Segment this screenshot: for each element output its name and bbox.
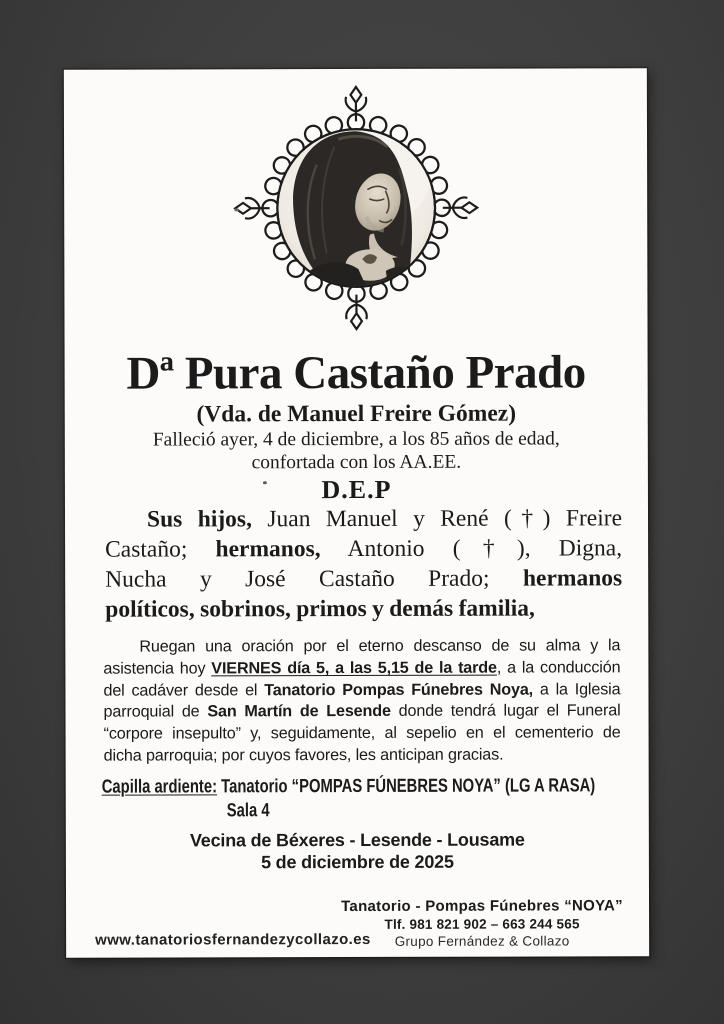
notice-date: 5 de diciembre de 2025: [261, 851, 454, 872]
text-segment: , a la conducción: [496, 658, 621, 677]
text-segment: Tanatorio Pompas Fúnebres Noya,: [264, 680, 534, 699]
text-line: [105, 534, 622, 565]
text-line: [105, 594, 622, 625]
funeral-home-block: [332, 896, 632, 950]
text-segment: hermanos: [522, 565, 623, 592]
text-line: [103, 679, 620, 702]
deceased-subtitle: (Vda. de Manuel Freire Gómez): [196, 400, 517, 428]
text-line: [105, 564, 622, 595]
text-segment: asistencia hoy: [103, 659, 212, 678]
virgin-mary-medallion: [64, 82, 648, 339]
text-line: [104, 722, 621, 745]
virgin-mary-image: [231, 83, 480, 334]
text-segment: del cadáver desde el: [103, 680, 265, 700]
scan-speck: [234, 208, 239, 211]
text-line: [103, 701, 620, 724]
family-paragraph: [65, 504, 648, 626]
chapel-line: [102, 774, 596, 799]
text-line: [104, 744, 621, 767]
text-segment: a la Iglesia: [533, 680, 621, 699]
text-segment: Sus hijos,: [146, 506, 252, 533]
text-segment: hermanos,: [215, 536, 321, 563]
text-segment: Ruegan una oración por el eterno descanso de su alma y la: [139, 636, 621, 656]
text-segment: parroquial de: [103, 702, 208, 722]
prayer-request-paragraph: [65, 636, 648, 768]
text-segment: políticos, sobrinos, primos y demás familia,: [105, 595, 535, 624]
text-segment: VIERNES día 5, a las 5,15 de la tarde: [211, 658, 497, 678]
scan-speck: [263, 481, 267, 484]
text-segment: Juan Manuel y René (†) Freire: [251, 505, 623, 533]
text-line: [103, 636, 620, 659]
chapel-room-line: [227, 798, 649, 823]
dep-abbreviation: D.E.P: [321, 474, 392, 504]
residence-line: Vecina de Béxeres - Lesende - Lousame: [189, 829, 525, 850]
funeral-home-website: www.tanatoriosfernandezycollazo.es: [95, 930, 371, 949]
text-line: [105, 504, 622, 535]
funeral-home-group: Grupo Fernández & Collazo: [394, 933, 570, 949]
text-segment: San Martín de Lesende: [207, 702, 391, 721]
chapel-info: [66, 774, 649, 824]
text-line: [103, 657, 620, 680]
text-segment: Nucha y José Castaño Prado;: [105, 565, 523, 594]
chapel-room: Sala 4: [226, 799, 270, 821]
comforted-line: confortada con los AA.EE.: [251, 451, 462, 474]
funeral-home-phones: Tlf. 981 821 902 – 663 244 565: [384, 916, 580, 932]
death-date-line: Falleció ayer, 4 de diciembre, a los 85 años de edad,: [152, 428, 560, 451]
text-segment: Tanatorio “POMPAS FÚNEBRES NOYA” (LG A RASA): [216, 774, 596, 797]
deceased-name: Dª Pura Castaño Prado: [126, 346, 586, 400]
text-segment: “corpore insepulto” y, seguidamente, al sepelio en el cementerio de: [103, 723, 621, 743]
text-segment: Antonio (†), Digna,: [320, 535, 623, 563]
text-segment: dicha parroquia; por cuyos favores, les anticipan gracias.: [103, 745, 504, 765]
text-segment: Capilla ardiente:: [101, 775, 218, 798]
text-segment: donde tendrá lugar el Funeral: [390, 701, 621, 721]
funeral-home-name: Tanatorio - Pompas Fúnebres “NOYA”: [341, 897, 624, 916]
text-segment: Castaño;: [105, 536, 216, 564]
funeral-notice-card: [64, 68, 649, 958]
